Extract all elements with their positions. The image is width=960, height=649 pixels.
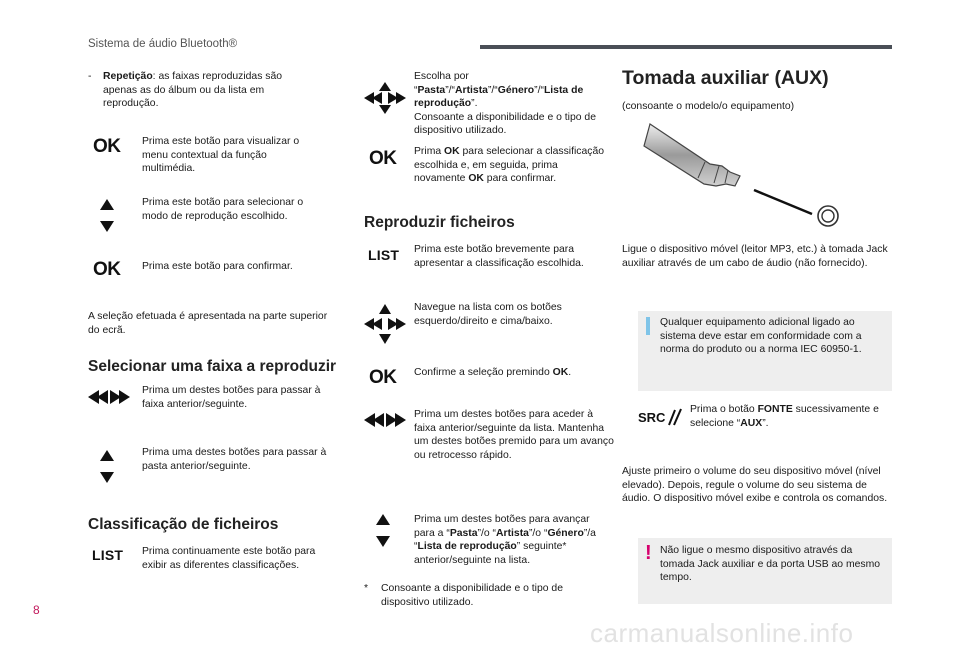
jack-plug-icon xyxy=(622,120,844,228)
warning-text: Não ligue o mesmo dispositivo através da tomada Jack auxiliar e da porta USB ao mesmo tempo. xyxy=(660,545,881,584)
document-header-title: Sistema de áudio Bluetooth® xyxy=(88,38,238,50)
page-number: 8 xyxy=(33,603,40,617)
watermark: carmanualsonline.info xyxy=(590,618,854,648)
selection-note: A seleção efetuada é apresentada na parte superior do ecrã. xyxy=(88,311,328,336)
lr-access-text: Prima um destes botões para aceder à faixa anterior/seguinte da lista. Mantenha um destes botões premido para um avanço ou retrocesso rápido. xyxy=(414,409,614,461)
header-rule xyxy=(480,45,892,49)
source-button-icon xyxy=(638,406,684,428)
left-right-arrows-icon xyxy=(88,390,130,404)
bullet-dash: - xyxy=(88,71,92,82)
updown-folder-text: Prima uma destes botões para passar à pasta anterior/seguinte. xyxy=(142,447,327,472)
aux-subtitle: (consoante o modelo/o equipamento) xyxy=(622,101,795,112)
section-heading-aux: Tomada auxiliar (AUX) xyxy=(622,67,829,89)
info-text: Qualquer equipamento adicional ligado ao sistema deve estar em conformidade com a norma do produto ou a norma IEC 60950-1. xyxy=(660,317,862,356)
up-down-arrows-icon-3 xyxy=(375,514,391,548)
ud-advance-text: Prima um destes botões para avançar para a “Pasta”/o “Artista”/o “Género”/a “Lista de reprodução” seguinte* anterior/seguinte na lista. xyxy=(414,514,596,566)
repeat-description xyxy=(103,70,303,111)
ok-confirm-text: Prima este botão para confirmar. xyxy=(142,261,293,272)
ok-button-icon-2: OK xyxy=(93,259,121,280)
four-way-arrows-icon-2 xyxy=(364,304,406,344)
ok-button-icon-4: OK xyxy=(369,367,397,388)
section-heading-classify: Classificação de ficheiros xyxy=(88,516,279,533)
choose-intro: Escolha por xyxy=(414,71,469,82)
left-right-arrows-icon-2 xyxy=(364,413,406,427)
footnote-text: Consoante a disponibilidade e o tipo de dispositivo utilizado. xyxy=(381,583,563,608)
updown-select-text: Prima este botão para selecionar o modo de reprodução escolhido. xyxy=(142,197,304,222)
ok-button-icon: OK xyxy=(93,136,121,157)
list-continuous-text: Prima continuamente este botão para exibir as diferentes classificações. xyxy=(142,546,316,571)
list-button-icon: LIST xyxy=(92,547,124,563)
adjust-volume-text: Ajuste primeiro o volume do seu dispositivo móvel (nível elevado). Depois, regule o volume do seu sistema de áudio. O dispositivo móvel exibe e controla os comandos. xyxy=(622,466,888,505)
footnote-star: * xyxy=(364,583,369,594)
list-brief-text: Prima este botão brevemente para apresentar a classificação escolhida. xyxy=(414,244,584,269)
svg-text:SRC: SRC xyxy=(638,410,666,425)
connect-text: Ligue o dispositivo móvel (leitor MP3, etc.) à tomada Jack auxiliar através de um cabo de áudio (não fornecido). xyxy=(622,244,888,269)
confirm-text: Confirme a seleção premindo OK. xyxy=(414,367,572,378)
up-down-arrows-icon xyxy=(99,199,115,233)
leftright-track-text: Prima um destes botões para passar à faixa anterior/seguinte. xyxy=(142,385,321,410)
nav-list-text: Navegue na lista com os botões esquerdo/direito e cima/baixo. xyxy=(414,302,562,327)
up-down-arrows-icon-2 xyxy=(99,450,115,484)
repeat-label: Repetição xyxy=(103,71,153,82)
list-button-icon-2: LIST xyxy=(368,247,400,263)
four-way-arrows-icon xyxy=(364,82,406,114)
warning-box xyxy=(638,538,892,604)
ok-select-text: Prima OK para selecionar a classificação escolhida e, em seguida, prima novamente OK para confirmar. xyxy=(414,146,605,185)
section-heading-play: Reproduzir ficheiros xyxy=(364,214,515,231)
choose-options: “Pasta”/“Artista”/“Género”/“Lista de reprodução”. xyxy=(414,84,584,110)
ok-context-text: Prima este botão para visualizar o menu contextual da função multimédia. xyxy=(142,136,300,175)
section-heading-select-track: Selecionar uma faixa a reproduzir xyxy=(88,358,337,375)
choose-by-text xyxy=(414,70,614,138)
ok-button-icon-3: OK xyxy=(369,148,397,169)
info-icon xyxy=(646,317,650,335)
warning-exclamation-icon: ! xyxy=(645,542,652,564)
choose-availability: Consoante a disponibilidade e o tipo de dispositivo utilizado. xyxy=(414,111,596,137)
info-box xyxy=(638,311,892,391)
repeat-text: : as faixas reproduzidas são apenas as do álbum ou da lista em reprodução. xyxy=(103,71,283,110)
source-text: Prima o botão FONTE sucessivamente e selecione “AUX”. xyxy=(690,404,879,429)
